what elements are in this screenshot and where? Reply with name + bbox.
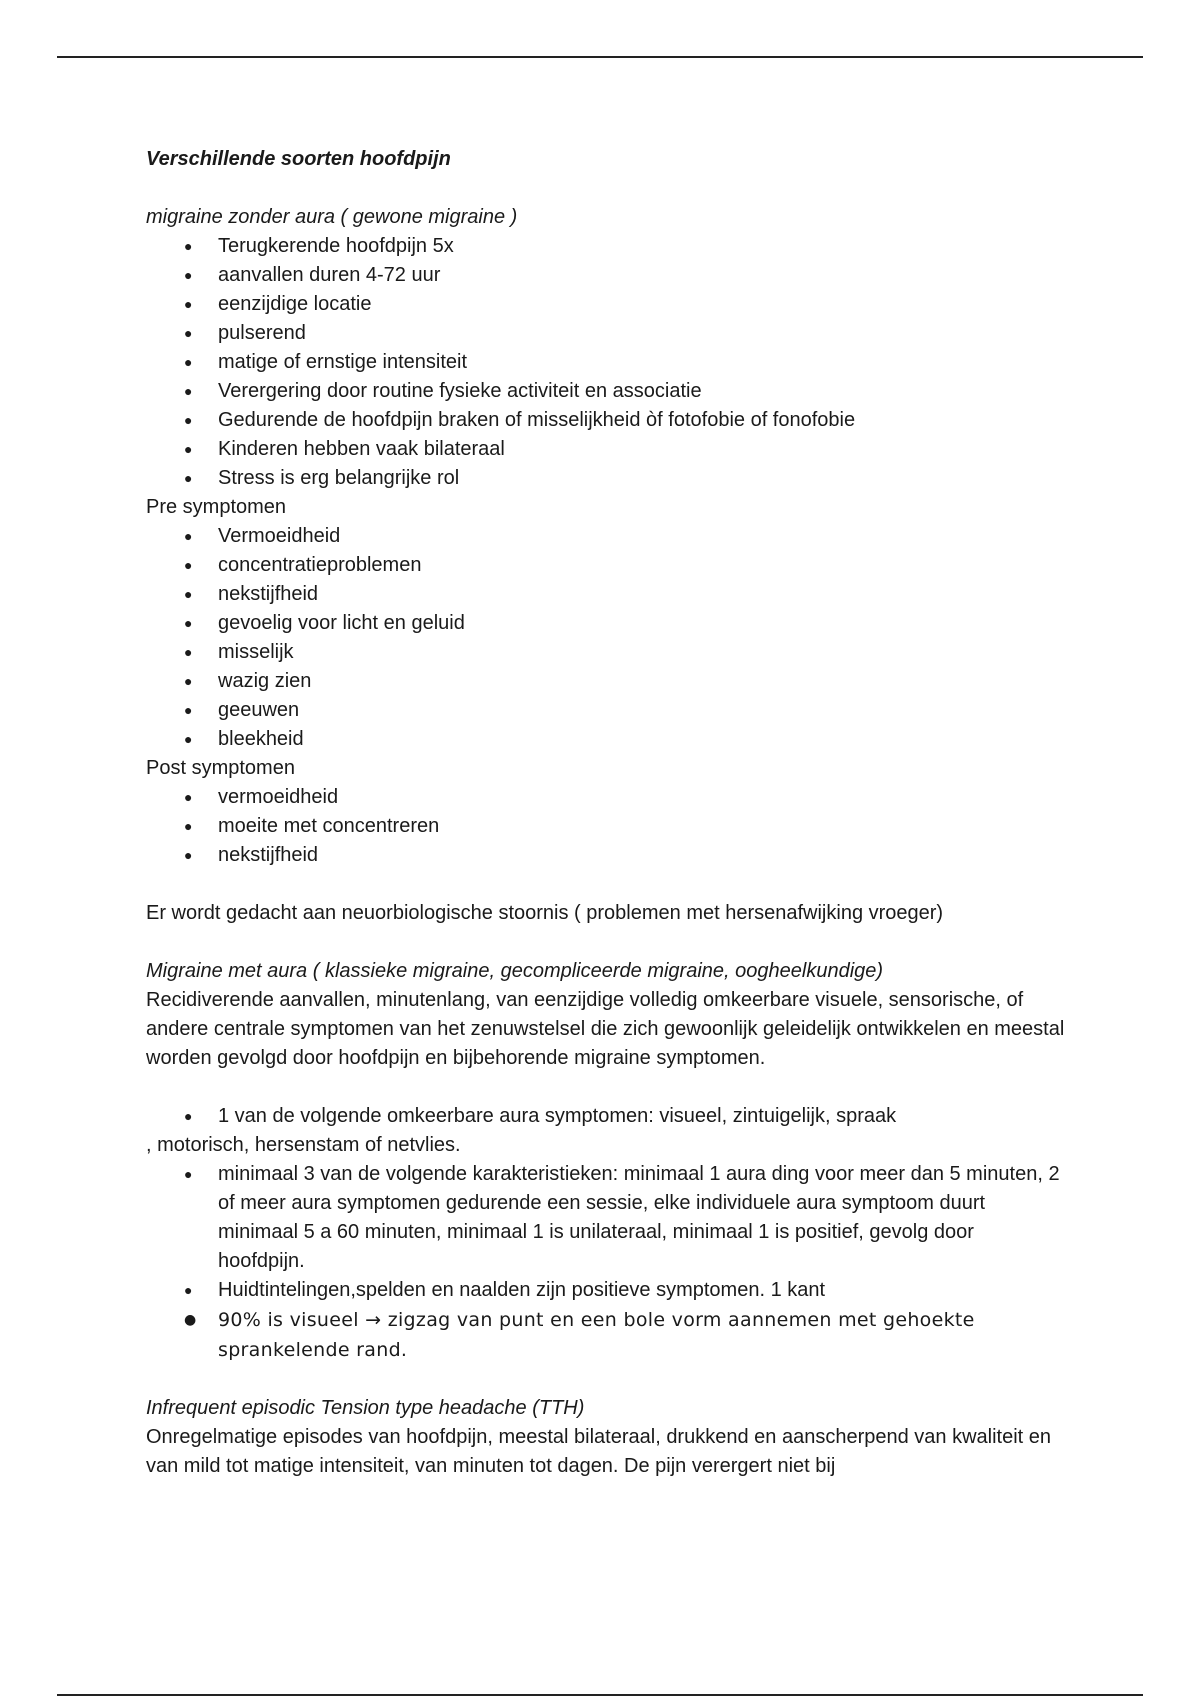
list-item: ● Gedurende de hoofdpijn braken of misselijkheid òf fotofobie of fonofobie (146, 406, 1066, 435)
section-heading-migraine-zonder-aura: migraine zonder aura ( gewone migraine ) (146, 206, 518, 228)
spacer (146, 1073, 1066, 1102)
migraine-met-aura-list (146, 1160, 1066, 1365)
migraine-zonder-aura-list (146, 232, 1066, 493)
list-item: ● eenzijdige locatie (146, 290, 1066, 319)
top-rule (57, 56, 1143, 58)
section-heading-migraine-met-aura: Migraine met aura ( klassieke migraine, gecompliceerde migraine, oogheelkundige) (146, 960, 884, 982)
page-title: Verschillende soorten hoofdpijn (146, 148, 451, 170)
list-item: ● gevoelig voor licht en geluid (146, 609, 1066, 638)
bottom-rule (57, 1694, 1143, 1696)
document-body (146, 145, 1066, 1481)
list-item: ● misselijk (146, 638, 1066, 667)
post-symptomen-label: Post symptomen (146, 757, 295, 779)
pre-symptomen-label: Pre symptomen (146, 496, 287, 518)
neuro-note: Er wordt gedacht aan neuorbiologische stoornis ( problemen met hersenafwijking vroeger) (146, 902, 944, 924)
list-item: ● Huidtintelingen,spelden en naalden zijn positieve symptomen. 1 kant (146, 1276, 1066, 1305)
spacer (146, 928, 1066, 957)
list-item: ● concentratieproblemen (146, 551, 1066, 580)
list-item: ● Verergering door routine fysieke activiteit en associatie (146, 377, 1066, 406)
list-item: ● wazig zien (146, 667, 1066, 696)
list-item: ● Terugkerende hoofdpijn 5x (146, 232, 1066, 261)
list-item: ● moeite met concentreren (146, 812, 1066, 841)
list-item: ● matige of ernstige intensiteit (146, 348, 1066, 377)
list-item: ● Kinderen hebben vaak bilateraal (146, 435, 1066, 464)
list-item: ● Stress is erg belangrijke rol (146, 464, 1066, 493)
migraine-met-aura-paragraph: Recidiverende aanvallen, minutenlang, van eenzijdige volledig omkeerbare visuele, sensorische, of andere centrale symptomen van het zenuwstelsel die zich gewoonlijk geleidelijk ontwikkelen en meestal worden gevolgd door hoofdpijn en bijbehorende migraine symptomen. (146, 989, 1065, 1069)
list-item: ● vermoeidheid (146, 783, 1066, 812)
tth-paragraph: Onregelmatige episodes van hoofdpijn, meestal bilateraal, drukkend en aanscherpend van kwaliteit en van mild tot matige intensiteit, van minuten tot dagen. De pijn verergert niet bij (146, 1426, 1052, 1477)
post-symptomen-list (146, 783, 1066, 870)
list-item-visual: ● 90% is visueel → zigzag van punt en een bole vorm aannemen met gehoekte sprankelende rand. (146, 1305, 1066, 1365)
aura-symptom-item (146, 1102, 1066, 1160)
spacer (146, 870, 1066, 899)
list-item: ● minimaal 3 van de volgende karakteristieken: minimaal 1 aura ding voor meer dan 5 minuten, 2 of meer aura symptomen gedurende een sessie, elke individuele aura symptoom duurt minimaal 5 a 60 minuten, minimaal 1 is unilateraal, minimaal 1 is positief, gevolg door hoofdpijn. (146, 1160, 1066, 1276)
aura-symptom-line-1: ● 1 van de volgende omkeerbare aura symptomen: visueel, zintuigelijk, spraak (146, 1102, 1066, 1131)
list-item: ● nekstijfheid (146, 841, 1066, 870)
pre-symptomen-list (146, 522, 1066, 754)
spacer (146, 1365, 1066, 1394)
list-item: ● aanvallen duren 4-72 uur (146, 261, 1066, 290)
list-item: ● geeuwen (146, 696, 1066, 725)
aura-symptom-line-2: , motorisch, hersenstam of netvlies. (146, 1134, 461, 1156)
list-item: ● nekstijfheid (146, 580, 1066, 609)
list-item: ● Vermoeidheid (146, 522, 1066, 551)
section-heading-tth: Infrequent episodic Tension type headache (TTH) (146, 1397, 585, 1419)
list-item: ● pulserend (146, 319, 1066, 348)
list-item: ● bleekheid (146, 725, 1066, 754)
